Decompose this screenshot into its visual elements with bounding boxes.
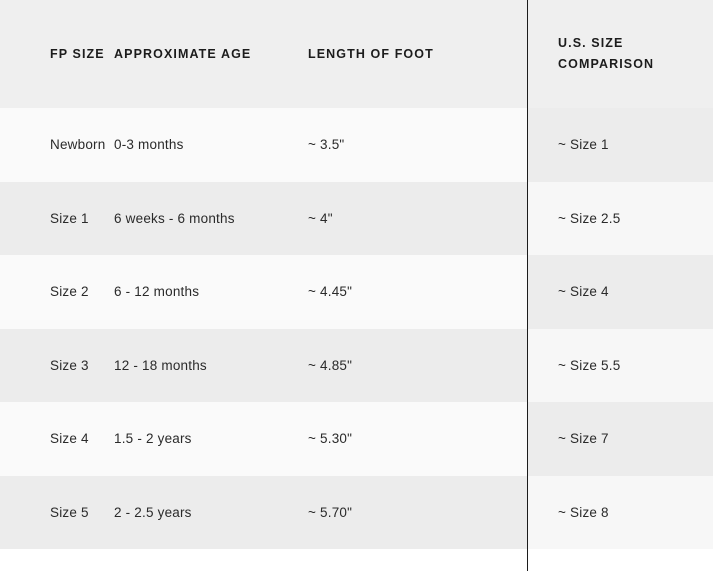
cell-us-size-comparison: ~ Size 7 [527,402,713,476]
cell-us-size-comparison: ~ Size 2.5 [527,182,713,256]
table-row [0,108,713,182]
cell-approximate-age: 6 weeks - 6 months [114,182,308,256]
column-header-approximate-age: APPROXIMATE AGE [114,0,308,108]
cell-approximate-age: 12 - 18 months [114,329,308,403]
column-header-length-of-foot: LENGTH OF FOOT [308,0,527,108]
cell-us-size-comparison: ~ Size 5.5 [527,329,713,403]
cell-length-of-foot: ~ 5.70" [308,476,527,550]
cell-us-size-comparison: ~ Size 1 [527,108,713,182]
cell-fp-size: Newborn [0,108,114,182]
table-header-row [0,0,713,108]
cell-fp-size: Size 3 [0,329,114,403]
cell-approximate-age: 2 - 2.5 years [114,476,308,550]
cell-length-of-foot: ~ 3.5" [308,108,527,182]
cell-approximate-age: 0-3 months [114,108,308,182]
table-row [0,255,713,329]
table-row [0,329,713,403]
table-head [0,0,713,108]
cell-us-size-comparison: ~ Size 8 [527,476,713,550]
cell-approximate-age: 6 - 12 months [114,255,308,329]
table-row [0,476,713,550]
cell-length-of-foot: ~ 4" [308,182,527,256]
table-row [0,182,713,256]
cell-approximate-age: 1.5 - 2 years [114,402,308,476]
column-header-fp-size: FP SIZE [0,0,114,108]
cell-fp-size: Size 2 [0,255,114,329]
column-header-us-size-comparison: U.S. SIZE COMPARISON [527,0,713,108]
table-body [0,108,713,549]
cell-fp-size: Size 4 [0,402,114,476]
cell-length-of-foot: ~ 5.30" [308,402,527,476]
cell-us-size-comparison: ~ Size 4 [527,255,713,329]
column-divider-line [527,0,528,571]
cell-fp-size: Size 1 [0,182,114,256]
cell-length-of-foot: ~ 4.45" [308,255,527,329]
cell-length-of-foot: ~ 4.85" [308,329,527,403]
cell-fp-size: Size 5 [0,476,114,550]
table-row [0,402,713,476]
